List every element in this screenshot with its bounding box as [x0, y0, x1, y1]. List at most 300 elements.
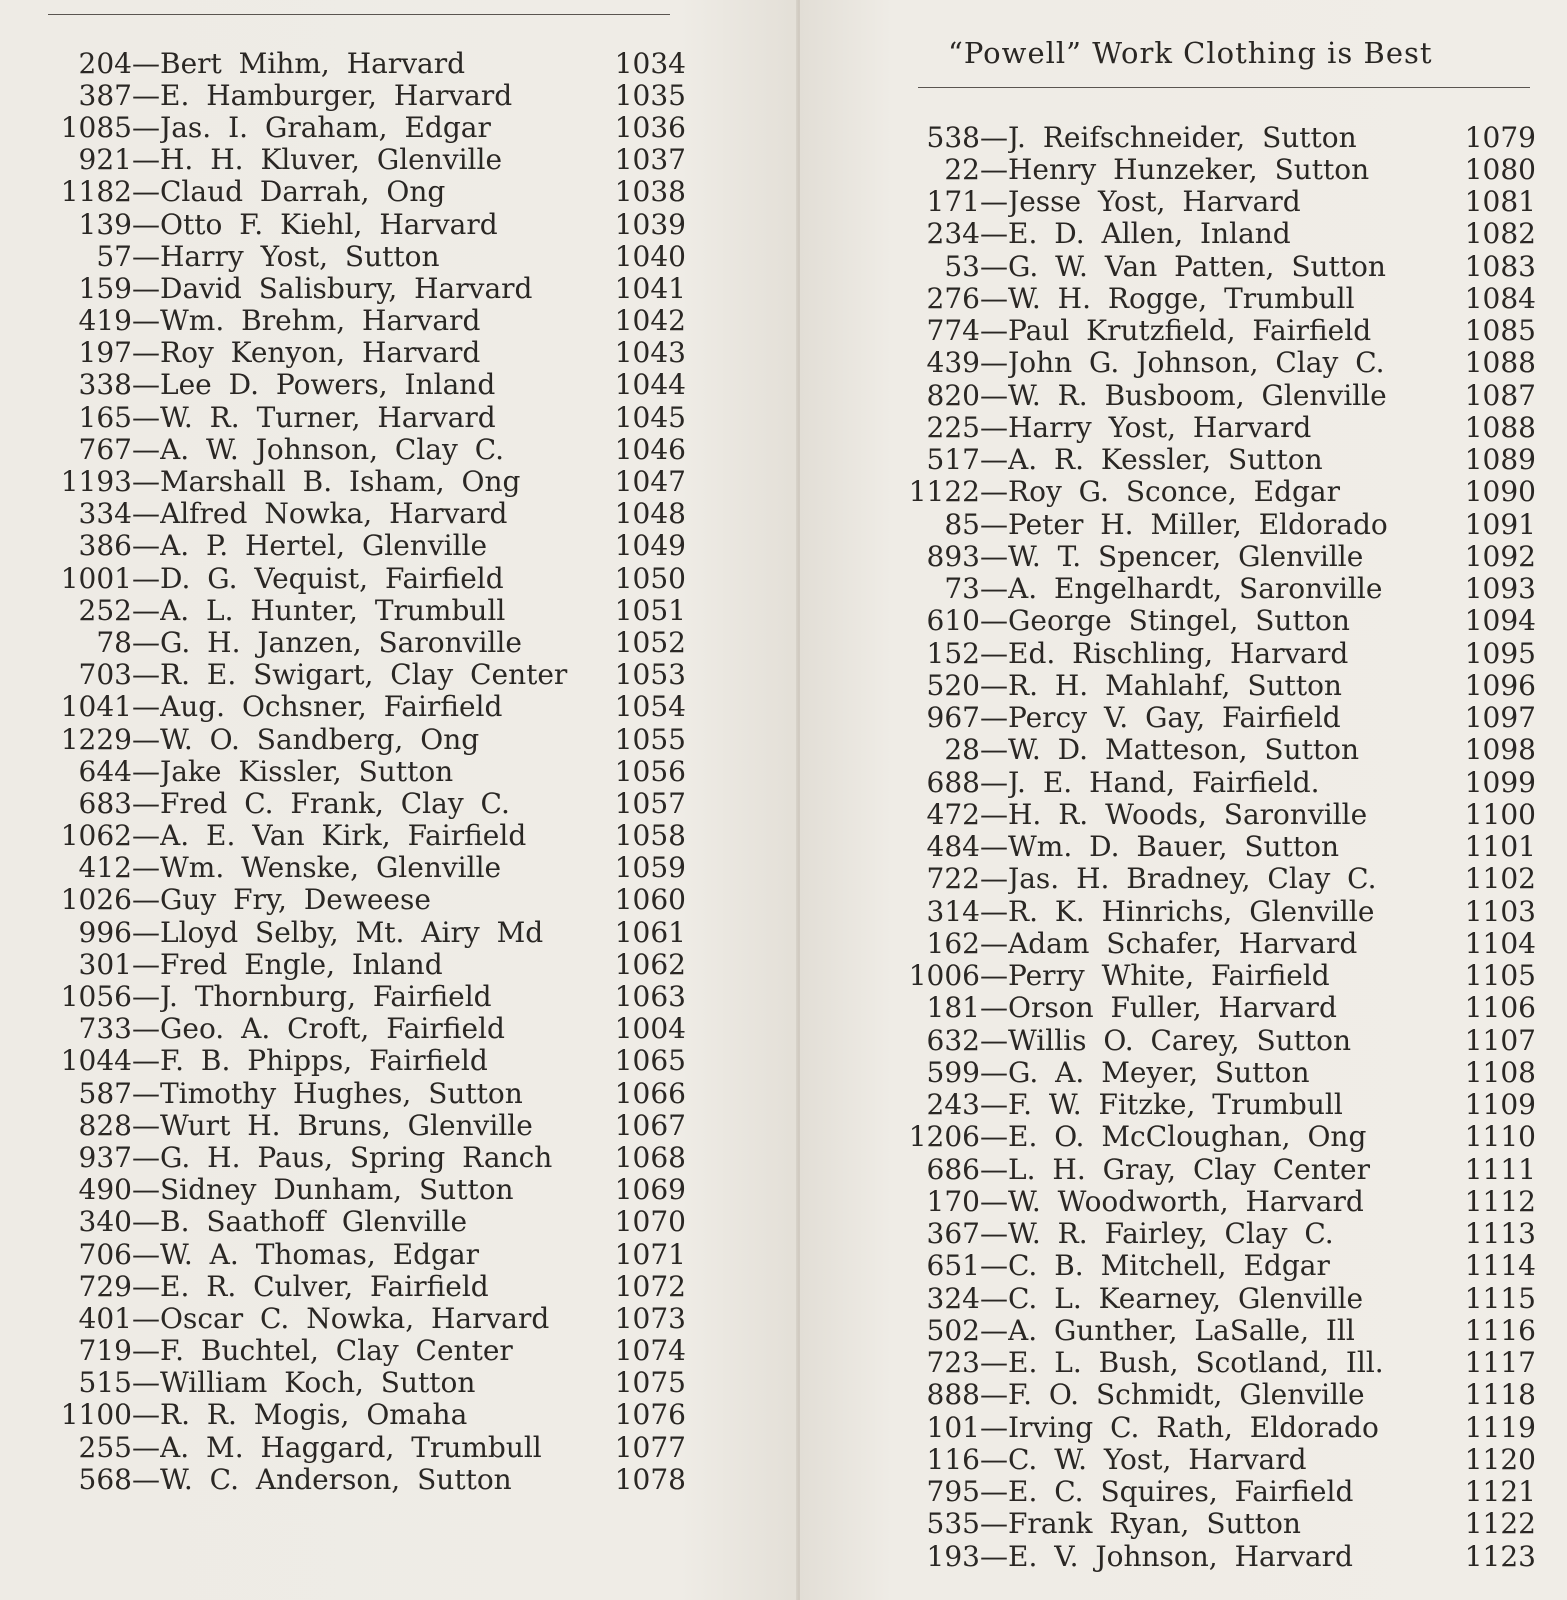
- list-item: [888, 1508, 1536, 1540]
- entry-number: 722: [926, 862, 980, 896]
- entry-number: 301: [78, 947, 132, 981]
- entry-name: A. Gunther, LaSalle, Ill: [1008, 1313, 1355, 1347]
- entry-number: 644: [78, 754, 132, 788]
- entry-index: 1070: [614, 1205, 686, 1239]
- entry-index: 1087: [1464, 378, 1536, 412]
- entry-number: 820: [926, 378, 980, 412]
- entry-number: 599: [926, 1055, 980, 1089]
- entry-number: 255: [78, 1430, 132, 1464]
- list-item: [46, 1206, 686, 1238]
- list-item: [46, 208, 686, 240]
- entry-name: E. L. Bush, Scotland, Ill.: [1008, 1346, 1384, 1380]
- entry-number: 387: [78, 78, 132, 112]
- entry-index: 1075: [614, 1366, 686, 1400]
- entry-name: J. Thornburg, Fairfield: [160, 980, 492, 1014]
- entry-index: 1101: [1464, 830, 1536, 864]
- entry-index: 1074: [614, 1334, 686, 1368]
- entry-number: 490: [78, 1173, 132, 1207]
- entry-index: 1040: [614, 239, 686, 273]
- list-item: [888, 992, 1536, 1024]
- entry-name: E. V. Johnson, Harvard: [1008, 1539, 1353, 1573]
- entry-dash: —: [980, 604, 1008, 638]
- list-item: [46, 948, 686, 980]
- entry-dash: —: [132, 336, 160, 370]
- entry-number: 683: [78, 786, 132, 820]
- list-item: [888, 1443, 1536, 1475]
- entry-dash: —: [132, 465, 160, 499]
- entry-number: 996: [78, 915, 132, 949]
- list-item: [46, 1045, 686, 1077]
- entry-index: 1080: [1464, 152, 1536, 186]
- entry-index: 1066: [614, 1076, 686, 1110]
- entry-name: F. Buchtel, Clay Center: [160, 1334, 513, 1368]
- list-item: [888, 476, 1536, 508]
- entry-name: Willis O. Carey, Sutton: [1008, 1023, 1352, 1057]
- entry-dash: —: [980, 636, 1008, 670]
- list-item: [46, 562, 686, 594]
- list-item: [888, 379, 1536, 411]
- entry-name: A. Engelhardt, Saronville: [1008, 572, 1383, 606]
- list-item: [46, 1141, 686, 1173]
- entry-index: 1084: [1464, 281, 1536, 315]
- list-item: [46, 1302, 686, 1334]
- entry-dash: —: [980, 733, 1008, 767]
- entry-index: 1122: [1464, 1507, 1536, 1541]
- entry-number: 921: [78, 143, 132, 177]
- list-item: [46, 79, 686, 111]
- entry-index: 1114: [1464, 1249, 1536, 1283]
- entry-name: Jas. I. Graham, Edgar: [160, 110, 491, 144]
- list-item: [46, 176, 686, 208]
- entry-dash: —: [132, 593, 160, 627]
- entry-dash: —: [980, 346, 1008, 380]
- entry-index: 1043: [614, 336, 686, 370]
- list-item: [46, 980, 686, 1012]
- entry-index: 1088: [1464, 346, 1536, 380]
- list-item: [888, 669, 1536, 701]
- entry-index: 1091: [1464, 507, 1536, 541]
- entry-number: 314: [926, 894, 980, 928]
- entry-index: 1082: [1464, 217, 1536, 251]
- entry-name: W. D. Matteson, Sutton: [1008, 733, 1360, 767]
- entry-index: 1060: [614, 883, 686, 917]
- entry-name: E. C. Squires, Fairfield: [1008, 1475, 1354, 1509]
- list-item: [888, 540, 1536, 572]
- list-item: [46, 884, 686, 916]
- entry-dash: —: [980, 152, 1008, 186]
- list-item: [46, 1174, 686, 1206]
- entry-index: 1056: [614, 754, 686, 788]
- entry-name: Adam Schafer, Harvard: [1008, 926, 1358, 960]
- top-rule: [48, 14, 670, 15]
- list-item: [888, 1185, 1536, 1217]
- list-item: [46, 401, 686, 433]
- entry-number: 324: [926, 1281, 980, 1315]
- list-item: [46, 337, 686, 369]
- entry-index: 1118: [1464, 1378, 1536, 1412]
- entry-name: A. R. Kessler, Sutton: [1008, 443, 1323, 477]
- entry-number: 688: [926, 765, 980, 799]
- entry-index: 1038: [614, 175, 686, 209]
- entry-name: J. Reifschneider, Sutton: [1008, 120, 1357, 154]
- entry-index: 1121: [1464, 1475, 1536, 1509]
- list-item: [888, 411, 1536, 443]
- entry-name: George Stingel, Sutton: [1008, 604, 1350, 638]
- entry-dash: —: [132, 1044, 160, 1078]
- entry-name: A. P. Hertel, Glenville: [160, 529, 488, 563]
- header-rule: [918, 87, 1530, 88]
- entry-name: G. H. Paus, Spring Ranch: [160, 1140, 553, 1174]
- list-item: [46, 465, 686, 497]
- entry-number: 484: [926, 830, 980, 864]
- entry-number: 28: [944, 733, 980, 767]
- list-item: [888, 1282, 1536, 1314]
- entry-number: 412: [78, 851, 132, 885]
- entry-dash: —: [132, 1462, 160, 1496]
- entry-number: 706: [78, 1237, 132, 1271]
- list-item: [888, 1218, 1536, 1250]
- entry-index: 1094: [1464, 604, 1536, 638]
- entry-index: 1044: [614, 368, 686, 402]
- entry-name: W. C. Anderson, Sutton: [160, 1462, 512, 1496]
- entry-number: 502: [926, 1313, 980, 1347]
- entry-number: 703: [78, 658, 132, 692]
- entry-number: 1041: [60, 690, 132, 724]
- entry-dash: —: [980, 1410, 1008, 1444]
- entry-dash: —: [132, 690, 160, 724]
- entry-dash: —: [980, 1184, 1008, 1218]
- entry-dash: —: [980, 1442, 1008, 1476]
- entry-name: A. L. Hunter, Trumbull: [160, 593, 506, 627]
- entry-dash: —: [132, 368, 160, 402]
- entry-dash: —: [132, 1398, 160, 1432]
- entry-index: 1073: [614, 1301, 686, 1335]
- list-item: [888, 1347, 1536, 1379]
- list-item: [46, 1077, 686, 1109]
- entry-name: Jake Kissler, Sutton: [160, 754, 454, 788]
- entry-name: F. W. Fitzke, Trumbull: [1008, 1088, 1343, 1122]
- entry-name: W. T. Spencer, Glenville: [1008, 539, 1364, 573]
- entry-name: Frank Ryan, Sutton: [1008, 1507, 1301, 1541]
- entry-index: 1035: [614, 78, 686, 112]
- entry-number: 472: [926, 797, 980, 831]
- entry-name: Oscar C. Nowka, Harvard: [160, 1301, 550, 1335]
- entry-index: 1053: [614, 658, 686, 692]
- entry-number: 53: [944, 249, 980, 283]
- list-item: [888, 734, 1536, 766]
- list-item: [888, 1089, 1536, 1121]
- entry-index: 1072: [614, 1269, 686, 1303]
- entry-dash: —: [980, 1217, 1008, 1251]
- entry-name: B. Saathoff Glenville: [160, 1205, 468, 1239]
- list-item: [46, 47, 686, 79]
- entry-number: 1085: [60, 110, 132, 144]
- entry-name: E. R. Culver, Fairfield: [160, 1269, 489, 1303]
- entry-dash: —: [980, 281, 1008, 315]
- entry-name: L. H. Gray, Clay Center: [1008, 1152, 1370, 1186]
- entry-name: F. B. Phipps, Fairfield: [160, 1044, 488, 1078]
- entry-number: 1001: [60, 561, 132, 595]
- entry-dash: —: [132, 1334, 160, 1368]
- entry-index: 1093: [1464, 572, 1536, 606]
- entry-index: 1108: [1464, 1055, 1536, 1089]
- entry-name: David Salisbury, Harvard: [160, 271, 533, 305]
- entry-name: C. W. Yost, Harvard: [1008, 1442, 1307, 1476]
- entry-index: 1047: [614, 465, 686, 499]
- entry-dash: —: [132, 304, 160, 338]
- entry-name: R. E. Swigart, Clay Center: [160, 658, 568, 692]
- entry-index: 1103: [1464, 894, 1536, 928]
- entry-index: 1004: [614, 1012, 686, 1046]
- list-item: [46, 1463, 686, 1495]
- entry-number: 1182: [60, 175, 132, 209]
- entry-name: E. O. McCloughan, Ong: [1008, 1120, 1367, 1154]
- entry-dash: —: [980, 443, 1008, 477]
- entry-name: W. Woodworth, Harvard: [1008, 1184, 1364, 1218]
- list-item: [46, 1238, 686, 1270]
- list-item: [46, 272, 686, 304]
- list-item: [46, 305, 686, 337]
- entry-index: 1067: [614, 1108, 686, 1142]
- entry-index: 1062: [614, 947, 686, 981]
- entry-name: E. D. Allen, Inland: [1008, 217, 1291, 251]
- entry-index: 1120: [1464, 1442, 1536, 1476]
- list-item: [888, 218, 1536, 250]
- entry-dash: —: [132, 1076, 160, 1110]
- list-item: [46, 1013, 686, 1045]
- entry-name: F. O. Schmidt, Glenville: [1008, 1378, 1365, 1412]
- entry-dash: —: [980, 894, 1008, 928]
- entry-index: 1076: [614, 1398, 686, 1432]
- list-item: [46, 755, 686, 787]
- entry-dash: —: [980, 249, 1008, 283]
- entry-index: 1100: [1464, 797, 1536, 831]
- entry-name: Bert Mihm, Harvard: [160, 46, 466, 80]
- entry-dash: —: [132, 271, 160, 305]
- entry-number: 1056: [60, 980, 132, 1014]
- entry-number: 1122: [908, 475, 980, 509]
- list-item: [46, 530, 686, 562]
- entry-number: 152: [926, 636, 980, 670]
- entry-index: 1078: [614, 1462, 686, 1496]
- entry-dash: —: [132, 1108, 160, 1142]
- list-item: [888, 250, 1536, 282]
- entry-index: 1034: [614, 46, 686, 80]
- entry-index: 1111: [1464, 1152, 1536, 1186]
- entry-index: 1069: [614, 1173, 686, 1207]
- list-item: [888, 508, 1536, 540]
- entry-number: 723: [926, 1346, 980, 1380]
- entry-number: 535: [926, 1507, 980, 1541]
- list-item: [46, 498, 686, 530]
- entry-name: R. H. Mahlahf, Sutton: [1008, 668, 1342, 702]
- entry-dash: —: [980, 830, 1008, 864]
- entry-dash: —: [980, 926, 1008, 960]
- entry-index: 1090: [1464, 475, 1536, 509]
- list-item: [888, 1024, 1536, 1056]
- list-item: [46, 1109, 686, 1141]
- entry-index: 1117: [1464, 1346, 1536, 1380]
- entry-name: Percy V. Gay, Fairfield: [1008, 701, 1341, 735]
- entry-name: Jesse Yost, Harvard: [1008, 185, 1301, 219]
- entry-index: 1057: [614, 786, 686, 820]
- page-header-title: “Powell” Work Clothing is Best: [948, 36, 1433, 70]
- list-item: [46, 144, 686, 176]
- entry-dash: —: [980, 1152, 1008, 1186]
- entry-number: 162: [926, 926, 980, 960]
- list-item: [888, 1250, 1536, 1282]
- entry-dash: —: [132, 915, 160, 949]
- list-item: [888, 1314, 1536, 1346]
- entry-name: Aug. Ochsner, Fairfield: [160, 690, 503, 724]
- entry-number: 719: [78, 1334, 132, 1368]
- list-item: [46, 659, 686, 691]
- list-item: [46, 1399, 686, 1431]
- list-item: [888, 863, 1536, 895]
- entry-number: 651: [926, 1249, 980, 1283]
- entry-dash: —: [132, 239, 160, 273]
- entry-dash: —: [980, 185, 1008, 219]
- entry-dash: —: [980, 1120, 1008, 1154]
- entry-number: 774: [926, 314, 980, 348]
- entry-index: 1048: [614, 497, 686, 531]
- list-item: [46, 787, 686, 819]
- entry-name: John G. Johnson, Clay C.: [1008, 346, 1385, 380]
- list-item: [888, 186, 1536, 218]
- entry-number: 1193: [60, 465, 132, 499]
- entry-number: 893: [926, 539, 980, 573]
- entry-name: Marshall B. Isham, Ong: [160, 465, 521, 499]
- list-item: [888, 960, 1536, 992]
- entry-dash: —: [132, 432, 160, 466]
- entry-index: 1112: [1464, 1184, 1536, 1218]
- entry-index: 1058: [614, 819, 686, 853]
- list-item: [888, 282, 1536, 314]
- entry-number: 439: [926, 346, 980, 380]
- entry-name: J. E. Hand, Fairfield.: [1008, 765, 1320, 799]
- entry-dash: —: [132, 1269, 160, 1303]
- entry-index: 1109: [1464, 1088, 1536, 1122]
- entry-number: 159: [78, 271, 132, 305]
- entry-dash: —: [132, 400, 160, 434]
- entry-dash: —: [132, 1430, 160, 1464]
- entry-number: 57: [96, 239, 132, 273]
- entry-index: 1113: [1464, 1217, 1536, 1251]
- entry-number: 733: [78, 1012, 132, 1046]
- entry-number: 517: [926, 443, 980, 477]
- entry-index: 1092: [1464, 539, 1536, 573]
- list-item: [46, 723, 686, 755]
- entry-name: Harry Yost, Sutton: [160, 239, 440, 273]
- entry-number: 937: [78, 1140, 132, 1174]
- entry-dash: —: [132, 561, 160, 595]
- list-item: [888, 831, 1536, 863]
- entry-index: 1045: [614, 400, 686, 434]
- list-item: [888, 1379, 1536, 1411]
- entry-dash: —: [980, 1281, 1008, 1315]
- entry-number: 139: [78, 207, 132, 241]
- list-item: [888, 766, 1536, 798]
- entry-number: 225: [926, 410, 980, 444]
- entry-number: 538: [926, 120, 980, 154]
- entry-name: C. B. Mitchell, Edgar: [1008, 1249, 1330, 1283]
- entry-number: 338: [78, 368, 132, 402]
- list-item: [46, 433, 686, 465]
- entry-number: 1006: [908, 959, 980, 993]
- entry-dash: —: [132, 851, 160, 885]
- entry-number: 632: [926, 1023, 980, 1057]
- entry-dash: —: [132, 497, 160, 531]
- entry-number: 73: [944, 572, 980, 606]
- entry-dash: —: [132, 46, 160, 80]
- entry-number: 340: [78, 1205, 132, 1239]
- entry-name: W. R. Busboom, Glenville: [1008, 378, 1387, 412]
- list-item: [888, 573, 1536, 605]
- list-item: [888, 444, 1536, 476]
- entry-number: 729: [78, 1269, 132, 1303]
- entry-index: 1097: [1464, 701, 1536, 735]
- list-item: [888, 153, 1536, 185]
- entry-number: 193: [926, 1539, 980, 1573]
- entry-dash: —: [980, 797, 1008, 831]
- entry-dash: —: [980, 314, 1008, 348]
- entry-name: W. R. Turner, Harvard: [160, 400, 496, 434]
- entry-number: 1044: [60, 1044, 132, 1078]
- entry-name: Ed. Rischling, Harvard: [1008, 636, 1349, 670]
- entry-name: W. A. Thomas, Edgar: [160, 1237, 480, 1271]
- entry-name: R. R. Mogis, Omaha: [160, 1398, 468, 1432]
- entry-number: 795: [926, 1475, 980, 1509]
- entry-dash: —: [132, 175, 160, 209]
- entry-dash: —: [132, 1173, 160, 1207]
- entry-index: 1119: [1464, 1410, 1536, 1444]
- entry-number: 610: [926, 604, 980, 638]
- entry-index: 1088: [1464, 410, 1536, 444]
- entry-index: 1083: [1464, 249, 1536, 283]
- list-item: [888, 315, 1536, 347]
- entry-number: 243: [926, 1088, 980, 1122]
- entry-name: Henry Hunzeker, Sutton: [1008, 152, 1370, 186]
- entry-name: Perry White, Fairfield: [1008, 959, 1330, 993]
- entry-dash: —: [132, 658, 160, 692]
- entry-number: 419: [78, 304, 132, 338]
- entry-name: Guy Fry, Deweese: [160, 883, 431, 917]
- list-item: [888, 1056, 1536, 1088]
- entry-dash: —: [132, 625, 160, 659]
- entry-index: 1061: [614, 915, 686, 949]
- entry-number: 1206: [908, 1120, 980, 1154]
- entry-number: 1026: [60, 883, 132, 917]
- entry-index: 1050: [614, 561, 686, 595]
- list-item: [46, 691, 686, 723]
- left-entry-list: [46, 47, 686, 1495]
- entry-index: 1085: [1464, 314, 1536, 348]
- entry-dash: —: [980, 217, 1008, 251]
- entry-index: 1041: [614, 271, 686, 305]
- entry-number: 334: [78, 497, 132, 531]
- list-item: [888, 121, 1536, 153]
- list-item: [888, 927, 1536, 959]
- entry-index: 1096: [1464, 668, 1536, 702]
- entry-name: G. H. Janzen, Saronville: [160, 625, 522, 659]
- entry-name: William Koch, Sutton: [160, 1366, 476, 1400]
- entry-name: Lee D. Powers, Inland: [160, 368, 496, 402]
- entry-index: 1042: [614, 304, 686, 338]
- entry-dash: —: [980, 1313, 1008, 1347]
- entry-name: C. L. Kearney, Glenville: [1008, 1281, 1364, 1315]
- entry-number: 401: [78, 1301, 132, 1335]
- entry-number: 828: [78, 1108, 132, 1142]
